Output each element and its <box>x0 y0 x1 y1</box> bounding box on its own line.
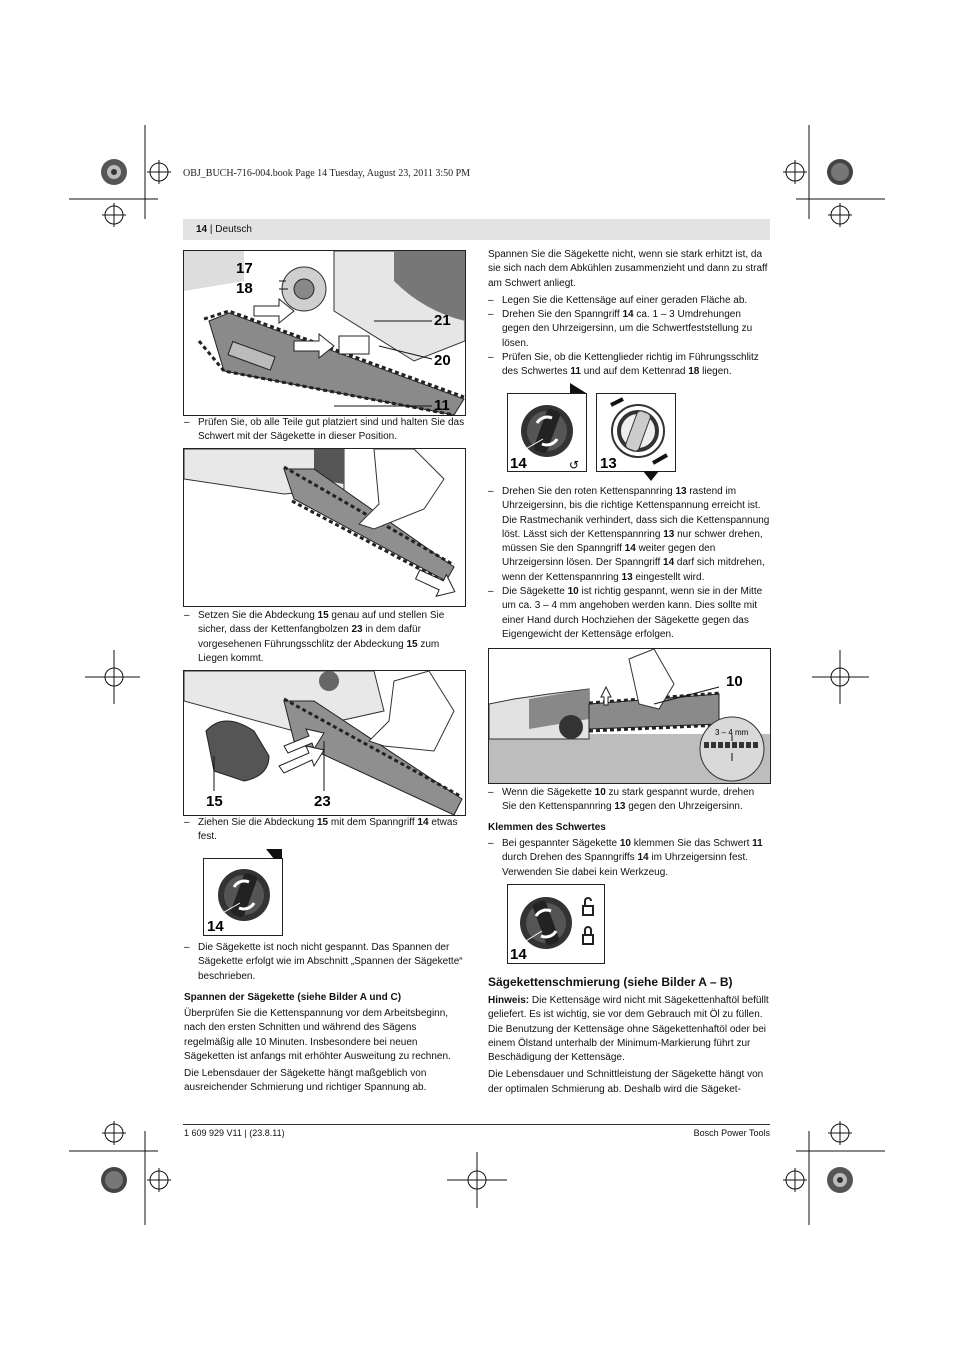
figure-hold-bar <box>183 448 466 607</box>
header-language: Deutsch <box>215 224 252 235</box>
figure-fit-cover <box>183 670 466 816</box>
figure-chain-assembly <box>183 250 466 416</box>
instruction-not-tensioned: – Die Sägekette ist noch nicht gespannt. Das Spannen der Sägekette erfolgt wie im Abschnitt „Spannen der Sägekette“ beschrieben. <box>184 941 466 984</box>
fig3-label-23: 23 <box>314 793 331 810</box>
header-separator: | <box>209 224 213 235</box>
right-text-2 <box>488 485 770 642</box>
fig5-label-13: 13 <box>600 455 617 472</box>
left-text-4 <box>184 941 466 984</box>
fig3-label-15: 15 <box>206 793 223 810</box>
instruction-tighten-cover: – Ziehen Sie die Abdeckung 15 mit dem Spanngriff 14 etwas fest. <box>184 816 466 845</box>
paragraph-lifetime: Die Lebensdauer der Sägekette hängt maßgeblich von ausreichender Schmierung und richtiger Spannung ab. <box>184 1068 427 1094</box>
fig6-label-10: 10 <box>726 673 743 690</box>
header-bar <box>183 219 770 240</box>
bullet-turn-ring: – Drehen Sie den roten Kettenspannring 13 rastend im Uhrzeigersinn, bis die richtige Kettenspannung erreicht ist. Die Rastmechanik verhindert, dass sich die Kettenspannung löst. Lässt sich der Kettenspannring 13 nur schwer drehen, müssen Sie den Spanngriff 14 weiter gegen den Uhrzeigersinn lösen. Der Spanngriff 14 darf sich mitdrehen, wenn der Kettenspannring 13 eingestellt wird. <box>488 485 770 585</box>
footer-rule <box>183 1124 770 1125</box>
page-number: 14 <box>196 224 208 235</box>
footer-doc-number: 1 609 929 V11 | (23.8.11) <box>184 1128 285 1138</box>
fig1-label-20: 20 <box>434 352 451 369</box>
fig1-label-17: 17 <box>236 260 253 277</box>
print-header: OBJ_BUCH-716-004.book Page 14 Tuesday, August 23, 2011 3:50 PM <box>183 168 471 179</box>
instruction-fit-cover: – Setzen Sie die Abdeckung 15 genau auf und stellen Sie sicher, dass der Kettenfangbolzen 23 in dem dafür vorgesehenen Führungsschlitz der Abdeckung 15 zum Liegen kommt. <box>184 609 466 666</box>
heading-lubrication: Sägekettenschmierung (siehe Bilder A – B) <box>488 975 733 989</box>
footer-brand: Bosch Power Tools <box>693 1128 770 1138</box>
bullet-check-links: – Prüfen Sie, ob die Kettenglieder richtig im Führungsschlitz des Schwertes 11 und auf dem Kettenrad 18 liegen. <box>488 351 770 380</box>
heading-tensioning: Spannen der Sägekette (siehe Bilder A und C) <box>184 992 402 1003</box>
right-text-1 <box>488 248 770 380</box>
paragraph-lubrication: Die Lebensdauer und Schnittleistung der Sägekette hängt von der optimalen Schmierung ab. Deshalb wird die Sägeket- <box>488 1069 764 1095</box>
left-text-2 <box>184 609 466 666</box>
figure-knob-lock <box>507 884 605 964</box>
bullet-loosen-knob: – Drehen Sie den Spanngriff 14 ca. 1 – 3 Umdrehungen gegen den Uhrzeigersinn, um die Schwertfeststellung zu lösen. <box>488 308 770 351</box>
right-text-5 <box>488 994 770 1097</box>
bullet-clamp: – Bei gespannter Sägekette 10 klemmen Sie das Schwert 11 durch Drehen des Spanngriffs 14 im Uhrzeigersinn fest. Verwenden Sie dabei kein Werkzeug. <box>488 837 770 880</box>
fig5-label-14: 14 <box>510 455 527 472</box>
figure-knob-and-ring <box>507 383 679 483</box>
left-text-5 <box>184 1007 466 1096</box>
left-text-3 <box>184 816 466 845</box>
fig7-label-14: 14 <box>510 946 527 963</box>
fig1-label-11: 11 <box>434 397 450 414</box>
heading-clamp-bar: Klemmen des Schwertes <box>488 822 606 833</box>
fig1-label-21: 21 <box>434 312 451 329</box>
svg-text:↺: ↺ <box>569 458 580 472</box>
figure-knob-14 <box>203 858 283 936</box>
bullet-too-tight: – Wenn die Sägekette 10 zu stark gespannt wurde, drehen Sie den Kettenspannring 13 gegen den Uhrzeigersinn. <box>488 786 770 815</box>
right-text-4 <box>488 837 770 880</box>
fig1-label-18: 18 <box>236 280 253 297</box>
left-text-1 <box>184 416 466 445</box>
fig4-label-14: 14 <box>207 918 224 935</box>
instruction-check-parts: – Prüfen Sie, ob alle Teile gut platziert sind und halten Sie das Schwert mit der Sägekette in dieser Position. <box>184 416 466 445</box>
figure-tension-check <box>488 648 771 784</box>
note-oil: Hinweis: Die Kettensäge wird nicht mit Sägekettenhaftöl befüllt geliefert. Es ist wichtig, sie vor dem Gebrauch mit Öl zu füllen. Die Benutzung der Kettensäge ohne Sägekettenhaftöl oder bei einem Ölstand unterhalb der Minimum-Markierung führt zur Beschädigung der Kettensäge. <box>488 995 769 1064</box>
right-text-3 <box>488 786 770 815</box>
paragraph-check-tension: Überprüfen Sie die Kettenspannung vor dem Arbeitsbeginn, nach den ersten Schnitten und während des Sägens regelmäßig alle 10 Minuten. Insbesondere bei neuen Sägeketten ist anfangs mit erhöhter Ausweitung zu rechnen. <box>184 1008 451 1062</box>
bullet-correct-tension: – Die Sägekette 10 ist richtig gespannt, wenn sie in der Mitte um ca. 3 – 4 mm angehoben werden kann. Dies sollte mit einer Hand durch Hochziehen der Sägekette gegen das Eigengewicht der Kettensäge erfolgen. <box>488 585 770 642</box>
bullet-flat-surface: – Legen Sie die Kettensäge auf einer geraden Fläche ab. <box>488 294 770 308</box>
fig6-measure: 3 – 4 mm <box>715 728 749 737</box>
page-header <box>196 224 252 235</box>
paragraph-hot-chain: Spannen Sie die Sägekette nicht, wenn sie stark erhitzt ist, da sie sich nach dem Abkühlen zusammenzieht und dann zu straff am Schwert anliegt. <box>488 249 768 289</box>
